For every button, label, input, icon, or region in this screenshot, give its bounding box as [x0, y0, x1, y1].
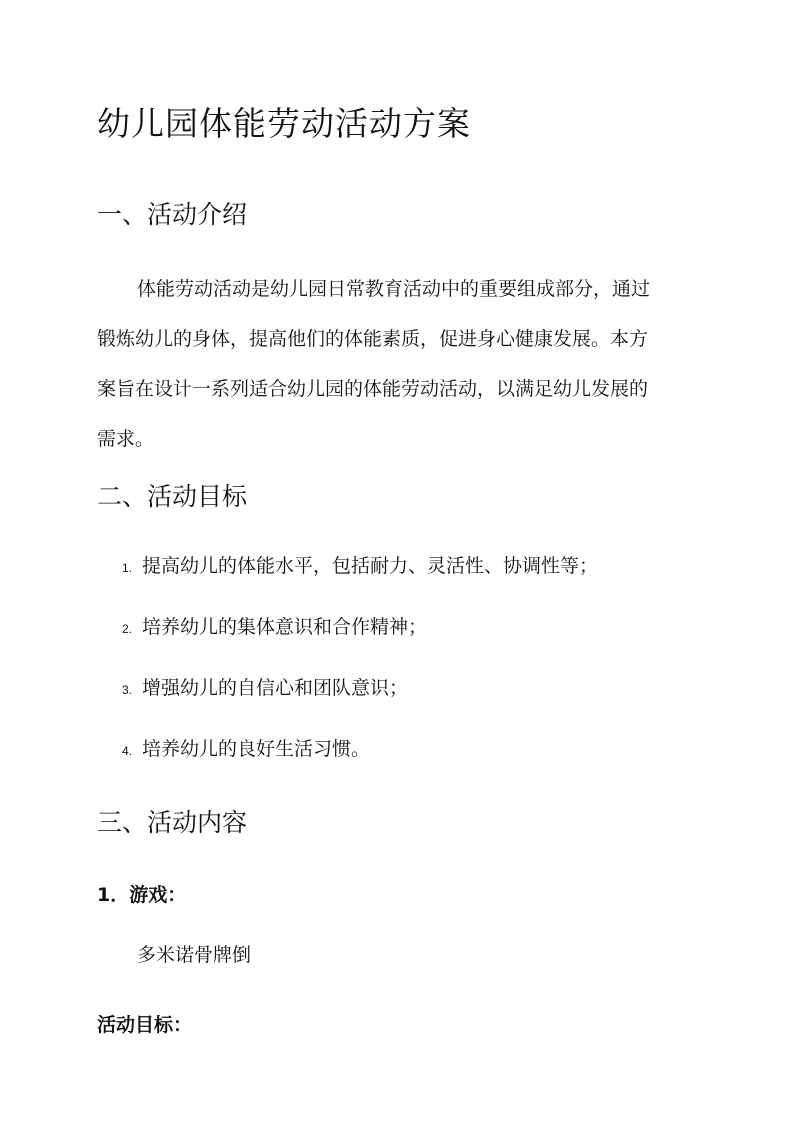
list-item-text: 培养幼儿的集体意识和合作精神； [142, 616, 428, 638]
objective-heading: 活动目标： [97, 1014, 193, 1036]
list-item-number: 2. [122, 622, 133, 636]
list-item [122, 668, 598, 729]
section-heading-content: 三、活动内容 [97, 808, 248, 837]
list-item-text: 增强幼儿的自信心和团队意识； [142, 677, 409, 699]
list-item-text: 培养幼儿的良好生活习惯。 [142, 738, 371, 760]
list-item [122, 546, 598, 607]
list-item-text: 提高幼儿的体能水平，包括耐力、灵活性、协调性等； [142, 555, 599, 577]
intro-line: 需求。 [97, 428, 155, 450]
intro-line: 体能劳动活动是幼儿园日常教育活动中的重要组成部分，通过 [137, 278, 651, 300]
goal-list [122, 546, 598, 790]
list-item-number: 3. [122, 683, 133, 697]
section-heading-goals: 二、活动目标 [97, 482, 248, 511]
document-title: 幼儿园体能劳动活动方案 [97, 104, 471, 143]
list-item-number: 4. [122, 744, 133, 758]
subsection-heading-game: 1．游戏： [97, 884, 187, 906]
intro-line: 锻炼幼儿的身体，提高他们的体能素质，促进身心健康发展。本方 [97, 328, 649, 350]
intro-line: 案旨在设计一系列适合幼儿园的体能劳动活动，以满足幼儿发展的 [97, 378, 649, 400]
game-name: 多米诺骨牌倒 [137, 944, 252, 966]
section-heading-intro: 一、活动介绍 [97, 200, 248, 229]
list-item [122, 729, 598, 790]
intro-paragraph [97, 264, 697, 464]
list-item [122, 607, 598, 668]
list-item-number: 1. [122, 561, 133, 575]
